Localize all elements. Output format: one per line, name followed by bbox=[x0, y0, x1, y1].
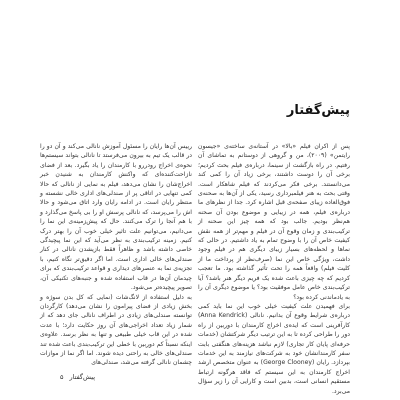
page-heading: پیش‌گفتار bbox=[286, 103, 350, 118]
text-column-right bbox=[198, 142, 350, 395]
paragraph: رییس آن‌ها رایان را مسئول آموزش نانالی می‌کند و آن دو را در قالب یک تیم به بیرون می‌فرستد تا نانالی بتواند سیستم‌ها نحوه‌ی اخراج رودررو با کارمندان را یاد بگیرد. بعد از فضای نازاحت‌کننده‌ای که واکنش کارمندان به شنیدن خبر اخراج‌شان را نشان می‌دهد، فیلم به نمایی از نانالی که حالا کمی تنهایی در اتاقی پر از صندلی‌های اداری خالی نشسته و منتظر رایان است. در ادامه رایان وارد اتاق می‌شود و حالا اش را می‌پرسد، که نانالی پرسش او را بی پاسخ می‌گذارد و با هم آنجا را ترک می‌کنند. حال که پیش‌زمینه‌ی این نما را می‌دانیم، می‌توانیم علت تاثیر خیلی خوب آن را بهتر درک کنیم. زمینه ترکیب‌بندی به نظر می‌آید که این نما پیچیدگی خاصی داشته باشد و ظاهراً فقط بازیشدن نانالی در کنار صندلی‌های خالی اداری است. اما اگر دقیق‌تر نگاه کنیم، با تجزیه‌ی نما به عنصرهای دیداری و قواعد ترکیب‌بندی که برای چیدمان آن‌ها در قاب استفاده شده و جنبه‌های تکنیکی آن، تصویر پیچیده‌تر می‌شود. bbox=[40, 143, 192, 292]
page-number: ۵ bbox=[60, 373, 64, 381]
footer-label: پیش‌گفتار bbox=[69, 373, 96, 381]
paragraph: برای فهمیدن علت کیفیت خیلی خوب این نما باید کمی درباره‌ی شرایط وقوع آن بدانیم. نانالی (Anna Kendrick) کارآفرینی است که ایده‌ی اخراج کارمندان با دوربین از راه دور را طراحی کرده تا به این ترتیب دیگر شرکتشان (خدمات حرفه‌ای پایان کار تجاری) لازم نباشد هزینه‌های هنگفتی بابت سفر کارمندانشان خود به شرکت‌های نیازمند به این خدمات بپردازد. رایان (George Clooney) به عنوان متخصص ارشد اخراج کارمندان به این سیستم که فاقد هرگونه ارتباط مستقیم انسانی است، بدبین است و کارایی آن را زیر سؤال می‌برد. bbox=[198, 302, 350, 395]
page-footer bbox=[60, 373, 95, 381]
text-column-left bbox=[40, 142, 192, 374]
paragraph: پس از اکران فیلم «بالا» در آستانه‌ی ساخته‌ی «جیسون رایتمن» (۲۰۰۹)، من و گروهی از دوستانم به تماشای آن رفتیم. در راه بازگشت از سینما، درباره‌ی فیلم بحث کردیم؛ برخی آن را دوست داشتند، برخی زیاد آن را کمی کند می‌دانستند. برخی فکر می‌کردند که فیلم شاهکار است. وقتی بحث به هنر فیلمبرداری رسید، یکی از آن‌ها به صحنه‌ی فوق‌العاده زیبای صفحه‌ی قبل اشاره کرد. جدا از نظرهای ما درباره‌ی فیلم، همه در زیبایی و موضوع بودن آن صحنه هم‌نظر بودیم. جالب بود که همه چیز این صحنه از ترکیب‌بندی و زمان وقوع آن در فیلم و مهم‌تر از همه نقش کیفیت خاص آن را با وضوح تمام به یاد داشتیم. در حالی که نماها و لحظه‌های بسیار زیبای دیگری هم در فیلم وجود داشت، ویژگی خاص این نما (صرف‌نظر از پرداخت ما از کلیت فیلم) واقعاً همه را تحت تأثیر گذاشته بود. ما تعجب کردیم که چه چیزی باعث شده یک فریم دیگر هنر باشد؟ آیا ترکیب‌بندی خاص عامل موفقیت بود؟ یا موضوع دیگری آن را به یادماندنی کرده بود؟ bbox=[198, 143, 350, 301]
paragraph: به دلیل استفاده از لانگ‌شات (نمایی که کل بدن سوژه و بخش زیادی از فضای پیرامون را نشان می‌دهد) کارگردان توانسته صندلی‌های زیادی در اطراف نانالی جای دهد که از شمار زیاد تعداد اخراجی‌های آن روز حکایت دارد؛ با عدت شده در این قاب خیلی طبیعی و تنها به نظر برسد. علاوه‌ی اینکه نسبتاً کم دوربین با خطی این ترکیب‌بندی باعث شده تند صندلی‌های خالی به راحتی دیده شوند. اما اگر نما از موازات چشمان نانالی گرفته می‌شد، صندلی‌های bbox=[40, 293, 192, 367]
